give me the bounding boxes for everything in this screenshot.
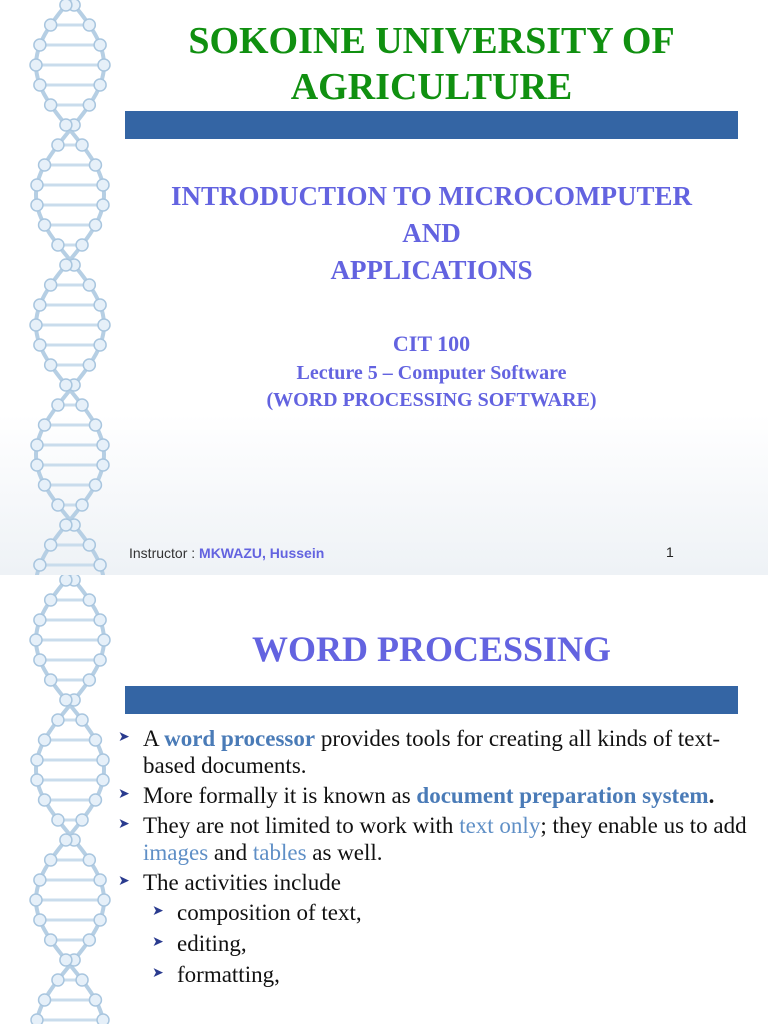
university-line-2: AGRICULTURE xyxy=(290,66,573,108)
arrow-bullet-icon: ➤ xyxy=(118,730,130,745)
course-line-2: AND xyxy=(402,218,461,248)
arrow-bullet-icon: ➤ xyxy=(152,935,164,950)
sub-list-item: ➤ editing, xyxy=(152,931,247,956)
list-item: ➤ A word processor provides tools for creating all kinds of text-based documents. xyxy=(118,726,721,778)
term-tables: tables xyxy=(252,840,307,865)
page-number: 1 xyxy=(666,544,674,560)
lecture-topic: (WORD PROCESSING SOFTWARE) xyxy=(266,389,597,411)
list-item: ➤ They are not limited to work with text only; they enable us to add images and tables as well. xyxy=(118,813,747,865)
dna-helix-icon xyxy=(0,0,130,575)
course-title xyxy=(125,178,738,289)
term-word-processor: word processor xyxy=(164,726,316,751)
course-line-1: INTRODUCTION TO MICROCOMPUTER xyxy=(170,181,693,211)
sub-list-item: ➤ formatting, xyxy=(152,962,280,987)
instructor-footer xyxy=(129,545,324,561)
list-item: ➤ The activities include xyxy=(118,870,341,895)
term-text-only: text only xyxy=(459,813,541,838)
term-images: images xyxy=(143,840,209,865)
bullet-list xyxy=(118,725,758,992)
arrow-bullet-icon: ➤ xyxy=(118,787,130,802)
arrow-bullet-icon: ➤ xyxy=(152,966,164,981)
course-line-3: APPLICATIONS xyxy=(330,255,533,285)
term-document-preparation-system: document preparation system xyxy=(416,783,709,808)
content-slide xyxy=(0,575,768,1024)
arrow-bullet-icon: ➤ xyxy=(118,817,130,832)
course-code: CIT 100 xyxy=(392,331,471,356)
instructor-label: Instructor : xyxy=(129,545,200,561)
university-title xyxy=(125,18,738,110)
dna-helix-icon xyxy=(0,575,130,1024)
list-item: ➤ More formally it is known as document preparation system. xyxy=(118,783,715,808)
lecture-info xyxy=(125,360,738,414)
slide-title: WORD PROCESSING xyxy=(251,629,612,669)
sub-list-item: ➤ composition of text, xyxy=(152,900,362,925)
title-divider-bar xyxy=(125,686,738,714)
university-line-1: SOKOINE UNIVERSITY OF xyxy=(188,20,675,62)
instructor-name: MKWAZU, Hussein xyxy=(199,545,325,561)
arrow-bullet-icon: ➤ xyxy=(152,904,164,919)
arrow-bullet-icon: ➤ xyxy=(118,874,130,889)
lecture-title: Lecture 5 – Computer Software xyxy=(296,362,567,384)
title-divider-bar xyxy=(125,111,738,139)
